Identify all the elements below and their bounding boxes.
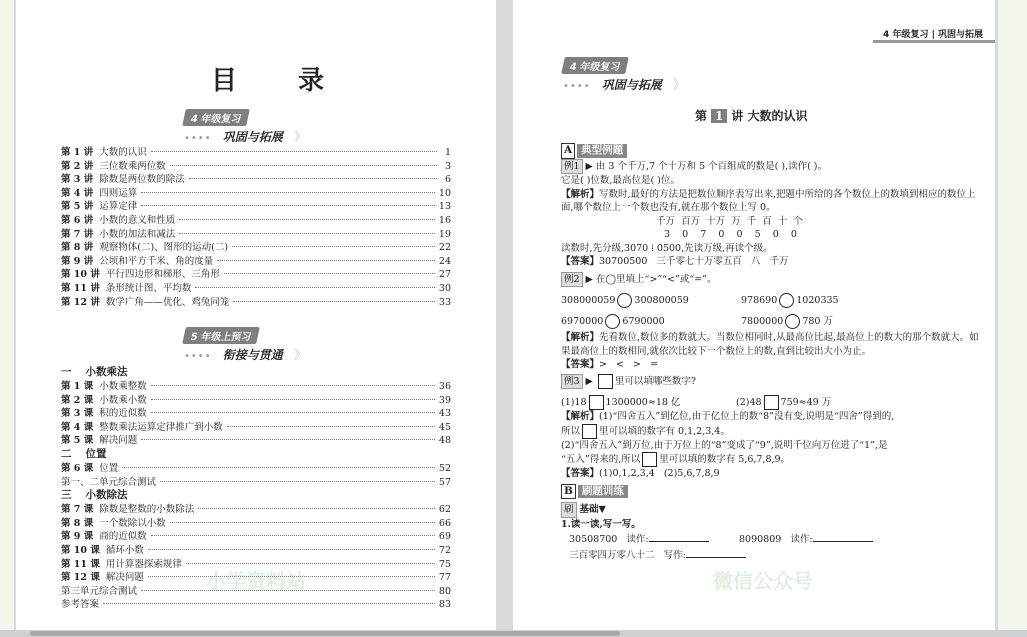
toc-entry-number: 第 9 课	[61, 531, 94, 543]
analysis-label: 【解析】	[561, 411, 600, 422]
unit-heading	[61, 446, 451, 460]
toc-entry[interactable]	[61, 185, 451, 199]
badge-subtitle: 衔接与贯通	[222, 348, 283, 362]
toc-entry-title: 三位数乘两位数	[99, 160, 166, 172]
section-b-label	[561, 484, 628, 500]
dot-leader	[232, 246, 435, 247]
grade4-review-badge	[563, 55, 686, 93]
badge-tag: 4 年级复习	[561, 57, 629, 74]
toc-entry-number: 第 11 课	[61, 558, 100, 570]
toc-entry-number: 第 6 讲	[61, 214, 94, 226]
answer-blank[interactable]	[686, 547, 746, 558]
toc-entry-page: 66	[438, 517, 451, 529]
toc-entry[interactable]	[61, 378, 451, 392]
rounding-row	[561, 395, 986, 410]
dot-leader	[148, 549, 435, 550]
dot-leader	[224, 273, 435, 274]
toc-entry-page: 52	[438, 462, 451, 474]
lesson-content	[561, 143, 986, 562]
unit-heading	[61, 487, 451, 501]
left-margin-strip	[0, 0, 14, 630]
toc-entry-title: 第一、二单元综合测试	[61, 476, 157, 488]
unit-title: 小数除法	[85, 489, 128, 502]
toc-entry-page: 19	[438, 228, 451, 240]
toc-entry-page: 69	[438, 531, 451, 543]
rounding-left: (2)48	[736, 397, 762, 408]
toc-entry-page: 36	[438, 381, 451, 392]
example-tag: 例3	[561, 374, 583, 390]
section-title: 刷题训练	[578, 485, 628, 499]
dot-leader	[186, 563, 435, 564]
toc-entry-page: 80	[438, 585, 451, 597]
section-title: 典型例题	[577, 144, 627, 158]
toc-entry-page: 39	[438, 394, 451, 406]
compare-row	[561, 314, 986, 329]
compare-right: 1020335	[796, 295, 839, 306]
toc-title: 目 录	[211, 66, 351, 96]
toc-entry-title: 一个数除以小数	[99, 517, 166, 529]
toc-entry[interactable]	[61, 596, 451, 610]
header-bar	[873, 40, 995, 43]
toc-entry-title: 商的近似数	[99, 531, 147, 543]
answer-label: 【答案】	[561, 468, 600, 479]
toc-entry-number: 第 2 讲	[61, 160, 94, 172]
toc-entry-page: 24	[438, 255, 451, 267]
rounding-right: 1300000≈18 亿	[605, 397, 681, 408]
example-1	[561, 159, 986, 269]
toc-entry-number: 第 12 课	[61, 572, 100, 584]
analysis-text: 写数时,最好的方法是把数位顺序表写出来,把题中所给的各个数位上的数填到相应的数位上面,哪个数位上一个数也没有,就在那个数位上写 0。	[561, 188, 976, 213]
reading-note: 读数时,先分级,3070 ⁞ 0500,先读万级,再读个级。	[561, 242, 773, 254]
example-question: 里可以填哪些数字?	[614, 375, 696, 387]
answer-label: 【答案】	[561, 359, 600, 370]
dots-icon: ••••	[563, 81, 591, 92]
double-chevron-icon: 》	[293, 348, 307, 363]
toc-entry-number: 第 1 课	[61, 381, 94, 392]
example-tag: 例2	[561, 272, 583, 288]
toc-entry-page: 13	[438, 201, 451, 213]
digit-row: 3 0 7 0 0 5 0 0	[664, 229, 797, 240]
toc-entry[interactable]	[61, 226, 451, 240]
rounding-left: (1)18	[561, 397, 587, 408]
answer-blank[interactable]	[649, 531, 709, 542]
answer-text: (1)0,1,2,3,4 (2)5,6,7,8,9	[599, 468, 720, 479]
compare-circle[interactable]	[779, 293, 794, 308]
example-tag: 例1	[561, 159, 583, 175]
unit-title: 位置	[85, 447, 107, 460]
dot-leader	[151, 151, 437, 152]
play-icon: ▶	[585, 375, 596, 387]
toc-entry-number: 第 1 讲	[61, 147, 94, 158]
toc-entry-number: 第 9 讲	[61, 255, 94, 267]
toc-entry[interactable]	[61, 528, 451, 542]
toc-entry[interactable]	[61, 515, 451, 529]
compare-left: 308000059	[561, 295, 616, 306]
toc-entry-title: 平行四边形和梯形、三角形	[105, 269, 220, 281]
answer-box[interactable]	[589, 395, 604, 410]
toc-entry-title: 整数乘法运算定律推广到小数	[99, 421, 223, 433]
dot-leader	[179, 233, 435, 234]
toc-entry-page: 16	[438, 214, 451, 226]
dot-leader	[141, 439, 435, 440]
toc-entry-number: 第 4 课	[61, 421, 94, 433]
toc-entry-title: 数学广角——优化、鸡兔同笼	[105, 296, 230, 308]
compare-row	[561, 293, 986, 308]
dot-leader	[170, 165, 437, 166]
toc-entry-title: 循环小数	[105, 544, 144, 556]
basic-tag: 刷	[561, 502, 577, 518]
read-label: 读作:	[626, 534, 649, 545]
toc-entry-number: 第 4 讲	[61, 187, 94, 199]
example-2	[561, 272, 986, 372]
compare-left: 7800000	[741, 316, 784, 327]
dot-leader	[151, 385, 435, 386]
toc-entry-page: 1	[444, 147, 451, 158]
toc-list-grade4	[61, 144, 451, 307]
toc-entry[interactable]	[61, 405, 451, 419]
toc-entry[interactable]	[61, 198, 451, 212]
badge-subtitle: 巩固与拓展	[222, 130, 283, 144]
toc-entry-number: 第 5 讲	[61, 201, 94, 213]
lesson-title-prefix: 第	[695, 109, 708, 123]
dot-leader	[195, 287, 435, 288]
toc-entry-page: 62	[438, 504, 451, 516]
toc-entry-page: 27	[438, 269, 451, 281]
grade4-review-badge	[184, 107, 307, 145]
toc-entry-page: 77	[438, 572, 451, 584]
toc-entry-page: 43	[438, 408, 451, 420]
toc-entry-title: 积的近似数	[99, 408, 147, 420]
toc-entry-page: 10	[438, 187, 451, 199]
compare-right: 780 万	[802, 316, 833, 327]
toc-entry[interactable]	[61, 144, 451, 158]
grade5-preview-badge	[184, 325, 307, 363]
toc-entry-title: 小数乘整数	[99, 381, 147, 392]
toc-entry-number: 第 8 讲	[61, 242, 94, 254]
double-chevron-icon: 》	[293, 130, 307, 145]
toc-entry-title: 公顷和平方千米、角的度量	[99, 255, 214, 267]
toc-entry-title: 解决问题	[99, 435, 138, 447]
toc-entry-page: 72	[438, 544, 451, 556]
dot-leader	[103, 603, 435, 604]
answer-box[interactable]	[582, 424, 597, 439]
toc-entry-page: 45	[438, 421, 451, 433]
toc-entry-number: 第 6 课	[61, 462, 94, 474]
analysis-text: “五入”得来的,所以	[561, 454, 641, 465]
dot-leader	[170, 522, 435, 523]
unit-title: 小数乘法	[85, 366, 128, 378]
toc-entry-title: 运算定律	[99, 201, 138, 213]
toc-entry[interactable]	[61, 280, 451, 294]
lesson-number: 1	[711, 109, 727, 123]
toc-entry-number: 第 10 讲	[61, 269, 100, 281]
badge-subtitle: 巩固与拓展	[601, 78, 662, 92]
example-question: 在◯里填上“>”“<”或“=”。	[595, 273, 717, 285]
dot-leader	[160, 481, 435, 482]
example-3	[561, 374, 986, 481]
rounding-right: 759≈49 万	[780, 397, 832, 408]
lesson-title	[695, 107, 808, 124]
toc-entry-page: 22	[438, 242, 451, 254]
lesson-page	[513, 0, 995, 630]
toc-entry-number: 第 7 课	[61, 504, 94, 516]
badge-tag: 5 年级上预习	[182, 327, 260, 344]
dot-leader	[141, 192, 435, 193]
answer-box[interactable]	[598, 374, 613, 389]
right-margin-strip	[998, 0, 1027, 630]
answer-text: > < > =	[599, 359, 659, 370]
analysis-label: 【解析】	[561, 188, 600, 200]
compare-circle[interactable]	[605, 314, 620, 329]
basic-level-tag	[561, 502, 986, 518]
toc-entry-number: 第 10 课	[61, 544, 100, 556]
read-label: 读作:	[790, 534, 813, 545]
dot-leader	[179, 219, 435, 220]
toc-entry-title: 条形统计图、平均数	[105, 282, 192, 294]
toc-entry-title: 位置	[99, 462, 119, 474]
toc-entry-page: 3	[444, 160, 451, 172]
section-letter: B	[561, 484, 576, 500]
analysis-text: 里可以填的数字有 0,1,2,3,4。	[599, 425, 730, 437]
double-chevron-icon: 》	[672, 78, 686, 93]
toc-entry-title: 小数的意义和性质	[99, 214, 176, 226]
unit-number: 三	[61, 489, 72, 502]
toc-entry-page: 30	[438, 282, 451, 294]
play-icon: ▶	[585, 273, 596, 285]
watermark: 小学资料站	[206, 569, 306, 593]
toc-entry-number: 第 3 课	[61, 408, 94, 420]
compare-circle[interactable]	[617, 293, 632, 308]
toc-entry-number: 第 7 讲	[61, 228, 94, 240]
toc-entry-page: 6	[444, 174, 451, 186]
answer-box[interactable]	[642, 452, 657, 467]
dot-leader	[227, 426, 435, 427]
dots-icon: ••••	[184, 351, 212, 362]
badge-tag: 4 年级复习	[182, 109, 250, 126]
number-to-read: 30508700	[569, 534, 618, 545]
toc-entry-number: 第 2 课	[61, 394, 94, 406]
compare-right: 6790000	[622, 316, 665, 327]
dot-leader	[217, 260, 435, 261]
toc-entry-number: 第 8 课	[61, 517, 94, 529]
toc-entry-title: 参考答案	[61, 599, 100, 611]
unit-heading	[61, 364, 451, 378]
toc-entry[interactable]	[61, 158, 451, 172]
toc-entry-title: 解决问题	[105, 572, 144, 584]
compare-left: 6970000	[561, 316, 604, 327]
toc-entry[interactable]	[61, 212, 451, 226]
toc-entry-number: 第 5 课	[61, 435, 94, 447]
unit-number: 二	[61, 447, 72, 460]
watermark: 微信公众号	[713, 569, 813, 593]
dot-leader	[189, 178, 437, 179]
toc-entry-title: 第三单元综合测试	[61, 585, 138, 597]
question-1	[561, 518, 986, 563]
question-title: 1.读一读,写一写。	[561, 518, 641, 530]
toc-entry[interactable]	[61, 474, 451, 488]
answer-box[interactable]	[764, 395, 779, 410]
dot-leader	[198, 508, 435, 509]
toc-entry-title: 除数是两位数的除法	[99, 174, 185, 186]
horizontal-scrollbar[interactable]	[0, 630, 1027, 637]
unit-number: 一	[61, 366, 72, 378]
example-question-cont: 它是( )位数,最高位是( )位。	[561, 175, 680, 186]
place-value-row: 千万 百万 十万 万 千 百 十 个	[656, 215, 803, 227]
toc-entry-title: 四则运算	[99, 187, 138, 199]
toc-entry-title: 小数的加法和减法	[99, 228, 176, 240]
toc-entry[interactable]	[61, 419, 451, 433]
number-to-read: 8090809	[739, 534, 782, 545]
dot-leader	[151, 412, 435, 413]
toc-entry-page: 57	[438, 476, 451, 488]
toc-entry-title: 用计算器探索规律	[105, 558, 182, 570]
analysis-text: (2)“四舍五入”到万位,由于万位上的“8”变成了“9”,说明千位向万位进了“1”,是	[561, 439, 888, 451]
answer-text: 30700500 三千零七十万零五百 八 千万	[599, 256, 789, 267]
toc-entry-number: 第 11 讲	[61, 282, 100, 294]
toc-entry-title: 除数是整数的小数除法	[99, 504, 195, 516]
analysis-text: 所以	[561, 425, 581, 437]
toc-entry-number: 第 12 讲	[61, 296, 100, 308]
toc-entry[interactable]	[61, 542, 451, 556]
toc-entry-page: 75	[438, 558, 451, 570]
toc-entry[interactable]	[61, 460, 451, 474]
basic-label: 基础	[579, 504, 599, 515]
play-icon: ▶	[585, 160, 596, 172]
dot-leader	[141, 205, 435, 206]
section-a-label	[561, 143, 627, 159]
lesson-title-text: 讲 大数的认识	[731, 109, 808, 123]
toc-entry-title: 观察物体(二)、图形的运动(二)	[99, 242, 229, 254]
toc-entry[interactable]	[61, 392, 451, 406]
toc-entry[interactable]	[61, 294, 451, 308]
analysis-text: (1)“四舍五入”到亿位,由于亿位上的数“8”没有变,说明是“四舍”得到的,	[599, 411, 895, 422]
toc-entry[interactable]	[61, 253, 451, 267]
analysis-text: 里可以填的数字有 5,6,7,8,9。	[659, 454, 791, 465]
running-header: 4 年级复习 | 巩固与拓展	[883, 30, 983, 40]
number-to-write: 三百零四万零八十二	[569, 549, 655, 561]
toc-entry-page: 83	[438, 599, 451, 611]
toc-entry-title: 大数的认识	[99, 147, 147, 158]
analysis-text: 先看数位,数位多的数就大。当数位相同时,从最高位比起,最高位上的数大的那个数就大。如果最高位上的数相同,就依次比较下一个数位上的数,直到比较出大小为止。	[561, 332, 979, 357]
triangle-down-icon: ▼	[598, 504, 606, 515]
example-question: 由 3 个千万,7 个十万和 5 个百组成的数是( ),读作( )。	[595, 160, 828, 172]
answer-label: 【答案】	[561, 256, 600, 267]
toc-entry[interactable]	[61, 266, 451, 280]
section-letter: A	[561, 143, 575, 159]
analysis-label: 【解析】	[561, 332, 600, 343]
dot-leader	[233, 301, 435, 302]
toc-entry-page: 33	[438, 296, 451, 308]
toc-entry[interactable]	[61, 239, 451, 253]
toc-entry-page: 48	[438, 435, 451, 447]
compare-circle[interactable]	[785, 314, 800, 329]
compare-right: 300800059	[634, 295, 689, 306]
compare-left: 978690	[741, 295, 778, 306]
scrollbar-thumb[interactable]	[30, 631, 620, 636]
toc-entry[interactable]	[61, 501, 451, 515]
toc-entry-number: 第 3 讲	[61, 174, 94, 186]
toc-entry[interactable]	[61, 171, 451, 185]
dot-leader	[151, 535, 435, 536]
write-label: 写作:	[663, 549, 686, 561]
toc-page	[16, 0, 496, 630]
toc-entry[interactable]	[61, 432, 451, 446]
answer-blank[interactable]	[813, 531, 873, 542]
dot-leader	[122, 467, 435, 468]
toc-entry-title: 小数乘小数	[99, 394, 147, 406]
dot-leader	[151, 399, 435, 400]
dots-icon: ••••	[184, 133, 212, 144]
